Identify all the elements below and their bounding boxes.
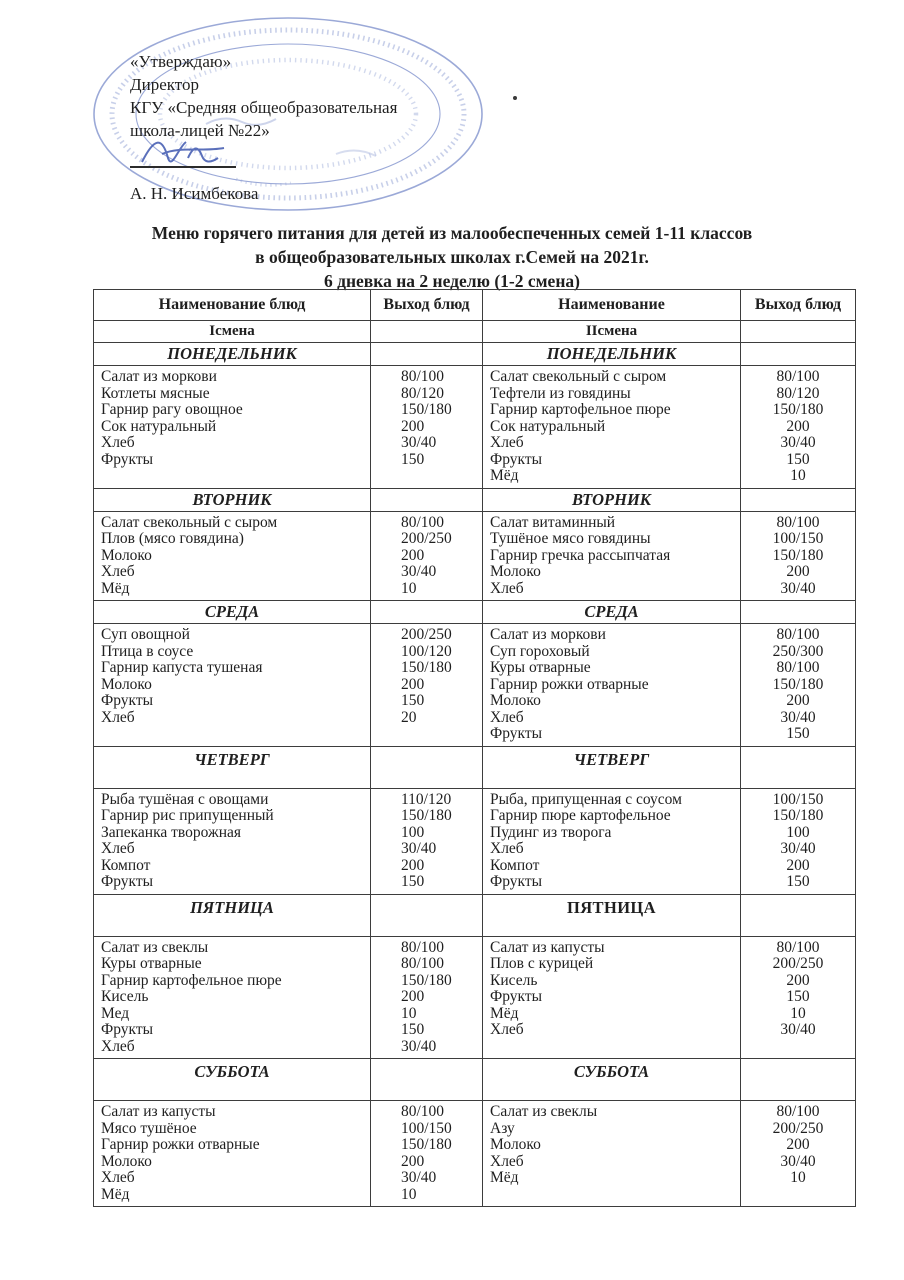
dish-amount: 100/150 <box>772 530 824 547</box>
empty-cell <box>741 343 856 366</box>
dish-name: Гарнир рожки отварные <box>101 1136 260 1153</box>
dish-name-cell-left <box>94 788 371 894</box>
dish-name: Пудинг из творога <box>490 823 612 841</box>
dish-amount: 150 <box>786 450 810 468</box>
dish-amount: 10 <box>401 579 417 597</box>
dish-name: Кисель <box>101 988 149 1005</box>
dish-name: Хлеб <box>490 434 524 451</box>
dish-amount-cell-left <box>371 511 483 601</box>
dish-amount-cell-right <box>741 511 856 601</box>
approval-block <box>130 50 397 205</box>
dish-name: Молоко <box>101 675 152 693</box>
dish-name: Молоко <box>490 1136 541 1153</box>
dish-amount: 200 <box>786 1136 810 1153</box>
dish-name: Салат из свеклы <box>101 938 209 956</box>
dish-amount: 150 <box>401 450 425 468</box>
dish-amount: 30/40 <box>401 1037 437 1055</box>
dish-name: Гарнир гречка рассыпчатая <box>490 546 671 564</box>
column-header: Выход блюд <box>741 290 856 321</box>
dish-amount: 150/180 <box>401 971 452 989</box>
dish-name: Сок натуральный <box>490 417 606 435</box>
day-header-row <box>94 894 856 936</box>
day-name-left: СРЕДА <box>94 601 371 624</box>
dish-amount: 150 <box>786 988 810 1005</box>
signer-name: А. Н. Исимбекова <box>130 184 259 203</box>
day-header-row <box>94 601 856 624</box>
dish-name-cell-right <box>483 624 741 747</box>
dish-name: Хлеб <box>490 708 524 726</box>
dish-name: Кисель <box>490 971 538 989</box>
empty-cell <box>371 321 483 343</box>
dish-amount-cell-left <box>371 936 483 1059</box>
dish-amount: 80/100 <box>776 513 820 531</box>
dish-name-cell-left <box>94 936 371 1059</box>
dish-amount: 150/180 <box>772 401 824 418</box>
menu-table <box>93 289 856 1207</box>
day-name-left: ВТОРНИК <box>94 488 371 511</box>
dish-amount: 150/180 <box>772 807 824 824</box>
dish-amount: 150 <box>786 873 810 890</box>
shift-label-left: Iсмена <box>94 321 371 343</box>
dish-row <box>94 1101 856 1207</box>
approval-line: «Утверждаю» <box>130 52 232 71</box>
dish-row <box>94 624 856 747</box>
dish-amount-cell-left <box>371 788 483 894</box>
day-name-left: ЧЕТВЕРГ <box>94 746 371 788</box>
dish-name: Хлеб <box>101 563 135 580</box>
dish-name: Салат из свеклы <box>490 1103 598 1120</box>
dish-name: Суп гороховый <box>490 642 590 660</box>
dish-amount: 100 <box>786 823 810 841</box>
approval-line: КГУ «Средняя общеобразовательная <box>130 98 398 117</box>
column-header: Наименование <box>483 290 741 321</box>
dish-name: Фрукты <box>490 988 543 1005</box>
dish-name: Салат из капусты <box>490 938 605 956</box>
dish-amount: 150 <box>401 1021 425 1038</box>
dish-amount-cell-right <box>741 1101 856 1207</box>
dish-name-cell-right <box>483 511 741 601</box>
dish-amount-cell-right <box>741 366 856 489</box>
dish-name: Плов (мясо говядина) <box>101 530 244 547</box>
dish-amount: 80/100 <box>401 955 445 972</box>
approval-line: Директор <box>130 75 199 94</box>
dish-name: Фрукты <box>101 1021 154 1038</box>
shift-row <box>94 321 856 343</box>
empty-cell <box>371 1059 483 1101</box>
dish-amount-cell-right <box>741 624 856 747</box>
dish-amount: 80/100 <box>776 938 820 956</box>
dish-amount: 80/120 <box>401 384 445 402</box>
empty-cell <box>371 894 483 936</box>
empty-cell <box>371 343 483 366</box>
ink-speck <box>513 96 517 100</box>
dish-name: Компот <box>101 856 151 874</box>
dish-name: Хлеб <box>490 579 524 597</box>
dish-name: Гарнир капуста тушеная <box>101 659 263 676</box>
dish-name: Салат из капусты <box>101 1103 216 1120</box>
dish-name: Гарнир рис припущенный <box>101 807 274 824</box>
title-line: в общеобразовательных школах г.Семей на 2021г. <box>255 247 649 267</box>
dish-amount: 200 <box>786 856 810 874</box>
dish-name: Рыба тушёная с овощами <box>101 790 269 808</box>
dish-name: Куры отварные <box>490 659 591 676</box>
dish-amount: 200 <box>401 1152 425 1170</box>
day-name-left: ПОНЕДЕЛЬНИК <box>94 343 371 366</box>
dish-amount: 250/300 <box>772 642 824 660</box>
dish-amount: 150/180 <box>772 546 824 564</box>
dish-name: Азу <box>490 1119 515 1137</box>
dish-amount-cell-right <box>741 936 856 1059</box>
dish-name: Фрукты <box>101 450 154 468</box>
day-header-row <box>94 746 856 788</box>
dish-amount-cell-left <box>371 366 483 489</box>
dish-name-cell-left <box>94 1101 371 1207</box>
dish-amount: 30/40 <box>780 708 816 726</box>
dish-name: Салат свекольный с сыром <box>101 513 278 531</box>
dish-amount: 200 <box>401 675 425 693</box>
dish-amount: 80/100 <box>776 1103 820 1120</box>
dish-name-cell-right <box>483 366 741 489</box>
dish-amount: 200/250 <box>772 1119 824 1137</box>
dish-name: Тушёное мясо говядины <box>490 530 651 547</box>
dish-amount: 150 <box>401 692 425 709</box>
dish-name-cell-right <box>483 788 741 894</box>
dish-name: Мёд <box>101 579 130 597</box>
dish-name: Фрукты <box>490 450 543 468</box>
empty-cell <box>371 488 483 511</box>
dish-name-cell-right <box>483 1101 741 1207</box>
dish-name: Молоко <box>101 546 152 564</box>
dish-amount: 150 <box>401 873 425 890</box>
dish-name: Птица в соусе <box>101 642 194 660</box>
dish-amount: 150/180 <box>401 807 452 824</box>
empty-cell <box>741 894 856 936</box>
dish-name: Хлеб <box>490 1021 524 1038</box>
day-name-left: ПЯТНИЦА <box>94 894 371 936</box>
dish-amount-cell-left <box>371 1101 483 1207</box>
dish-amount-cell-left <box>371 624 483 747</box>
dish-row <box>94 366 856 489</box>
dish-amount: 10 <box>790 467 806 484</box>
dish-amount: 200 <box>786 971 810 989</box>
dish-amount: 200 <box>786 563 810 580</box>
dish-amount: 30/40 <box>780 840 816 857</box>
day-name-right: ПЯТНИЦА <box>483 894 741 936</box>
dish-amount: 30/40 <box>401 563 437 580</box>
column-header: Выход блюд <box>371 290 483 321</box>
dish-amount: 150/180 <box>401 401 452 418</box>
dish-name-cell-right <box>483 936 741 1059</box>
dish-amount: 10 <box>790 1004 806 1022</box>
dish-name: Гарнир картофельное пюре <box>101 971 282 989</box>
dish-name: Фрукты <box>490 873 543 890</box>
dish-name: Молоко <box>490 563 541 580</box>
dish-name: Гарнир картофельное пюре <box>490 401 671 418</box>
document-title <box>0 221 904 293</box>
day-header-row <box>94 488 856 511</box>
dish-name: Суп овощной <box>101 626 190 643</box>
day-name-right: СРЕДА <box>483 601 741 624</box>
dish-name: Хлеб <box>101 1169 135 1186</box>
dish-amount: 10 <box>790 1169 806 1186</box>
dish-amount: 80/100 <box>776 368 820 385</box>
dish-name: Мясо тушёное <box>101 1119 197 1137</box>
dish-amount: 80/100 <box>776 659 820 676</box>
title-line: 6 дневка на 2 неделю (1-2 смена) <box>323 271 580 291</box>
dish-amount: 30/40 <box>401 840 437 857</box>
column-header: Наименование блюд <box>94 290 371 321</box>
dish-name: Хлеб <box>101 840 135 857</box>
dish-amount: 200 <box>401 417 425 435</box>
dish-name: Фрукты <box>101 692 154 709</box>
dish-name-cell-left <box>94 366 371 489</box>
empty-cell <box>741 321 856 343</box>
signature-line <box>130 166 236 168</box>
empty-cell <box>371 746 483 788</box>
dish-amount: 30/40 <box>780 1152 816 1170</box>
dish-name-cell-left <box>94 624 371 747</box>
dish-amount: 80/100 <box>401 513 445 531</box>
dish-amount: 20 <box>401 708 417 726</box>
day-name-right: СУББОТА <box>483 1059 741 1101</box>
dish-amount: 110/120 <box>401 790 452 808</box>
dish-amount: 30/40 <box>780 579 816 597</box>
dish-row <box>94 936 856 1059</box>
dish-amount: 200 <box>401 546 425 564</box>
dish-amount: 200/250 <box>401 530 452 547</box>
dish-name: Молоко <box>101 1152 152 1170</box>
dish-amount: 200 <box>401 988 425 1005</box>
dish-name: Гарнир пюре картофельное <box>490 807 671 824</box>
day-name-right: ПОНЕДЕЛЬНИК <box>483 343 741 366</box>
dish-amount: 100/150 <box>772 790 824 808</box>
dish-name: Хлеб <box>101 434 135 451</box>
dish-name: Мёд <box>101 1185 130 1203</box>
dish-amount: 150/180 <box>772 675 824 693</box>
dish-name: Мёд <box>490 1169 519 1186</box>
dish-amount: 80/100 <box>401 368 445 385</box>
day-header-row <box>94 1059 856 1101</box>
dish-name: Куры отварные <box>101 955 202 972</box>
dish-name: Фрукты <box>101 873 154 890</box>
dish-name: Гарнир рожки отварные <box>490 675 649 693</box>
dish-amount: 200 <box>786 417 810 435</box>
dish-name: Запеканка творожная <box>101 823 241 841</box>
dish-row <box>94 788 856 894</box>
dish-amount: 100/150 <box>401 1119 452 1137</box>
table-header-row <box>94 290 856 321</box>
dish-amount: 100/120 <box>401 642 452 660</box>
day-name-right: ЧЕТВЕРГ <box>483 746 741 788</box>
dish-amount: 10 <box>401 1004 417 1022</box>
dish-name: Молоко <box>490 692 541 709</box>
dish-name: Хлеб <box>101 708 135 726</box>
dish-name: Салат витаминный <box>490 513 616 531</box>
dish-amount: 100 <box>401 823 425 841</box>
dish-amount: 200 <box>401 856 425 874</box>
dish-amount: 30/40 <box>401 1169 437 1186</box>
empty-cell <box>741 1059 856 1101</box>
signature-area <box>130 144 260 178</box>
dish-amount: 150/180 <box>401 1136 452 1153</box>
day-header-row <box>94 343 856 366</box>
dish-amount: 150/180 <box>401 659 452 676</box>
dish-name: Хлеб <box>101 1037 135 1055</box>
dish-name: Плов с курицей <box>490 955 594 972</box>
empty-cell <box>371 601 483 624</box>
dish-amount: 30/40 <box>401 434 437 451</box>
dish-name: Фрукты <box>490 725 543 742</box>
dish-amount: 200/250 <box>401 626 452 643</box>
dish-amount: 10 <box>401 1185 417 1203</box>
dish-name: Рыба, припущенная с соусом <box>490 790 682 808</box>
shift-label-right: IIсмена <box>483 321 741 343</box>
dish-name: Мёд <box>490 1004 519 1022</box>
dish-amount: 200 <box>786 692 810 709</box>
dish-amount: 80/100 <box>401 938 445 956</box>
dish-name: Тефтели из говядины <box>490 384 631 402</box>
dish-name: Сок натуральный <box>101 417 217 435</box>
day-name-left: СУББОТА <box>94 1059 371 1101</box>
dish-amount: 150 <box>786 725 810 742</box>
dish-amount: 80/120 <box>776 384 820 402</box>
dish-name: Компот <box>490 856 540 874</box>
dish-name: Хлеб <box>490 1152 524 1170</box>
dish-amount: 200/250 <box>772 955 824 972</box>
dish-amount: 30/40 <box>780 434 816 451</box>
dish-amount: 80/100 <box>401 1103 445 1120</box>
empty-cell <box>741 488 856 511</box>
dish-name: Гарнир рагу овощное <box>101 401 243 418</box>
dish-amount: 30/40 <box>780 1021 816 1038</box>
approval-line: школа-лицей №22» <box>130 121 270 140</box>
dish-name: Котлеты мясные <box>101 384 210 402</box>
dish-name: Мед <box>101 1004 130 1022</box>
dish-name: Хлеб <box>490 840 524 857</box>
dish-name: Салат из моркови <box>101 368 217 385</box>
dish-name: Салат из моркови <box>490 626 606 643</box>
dish-amount: 80/100 <box>776 626 820 643</box>
dish-amount-cell-right <box>741 788 856 894</box>
dish-name-cell-left <box>94 511 371 601</box>
dish-row <box>94 511 856 601</box>
empty-cell <box>741 746 856 788</box>
title-line: Меню горячего питания для детей из малообеспеченных семей 1-11 классов <box>151 223 753 243</box>
dish-name: Салат свекольный с сыром <box>490 368 667 385</box>
day-name-right: ВТОРНИК <box>483 488 741 511</box>
empty-cell <box>741 601 856 624</box>
dish-name: Мёд <box>490 467 519 484</box>
